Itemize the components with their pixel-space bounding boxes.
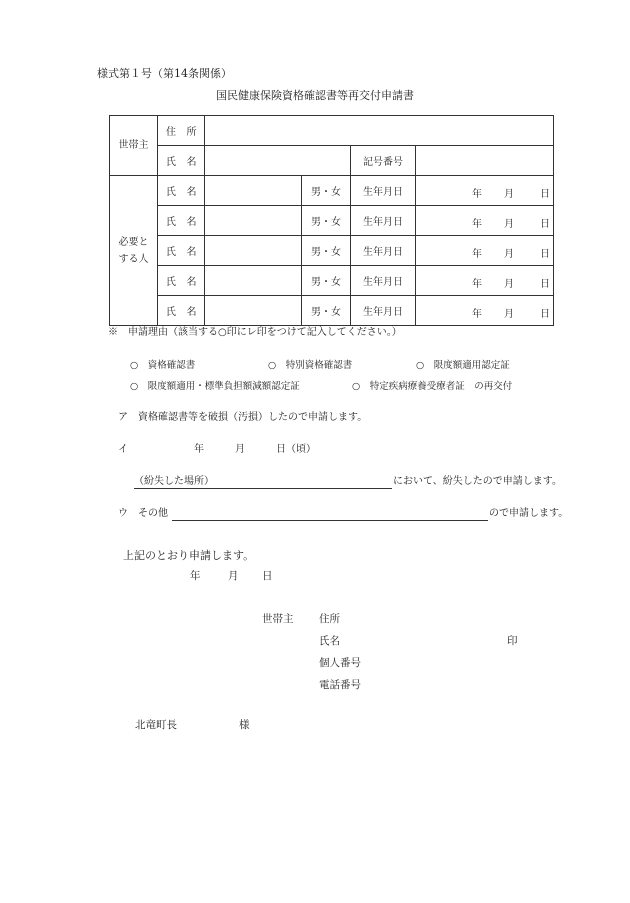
person-name-label: 氏 名 [158, 266, 205, 296]
birthdate-label: 生年月日 [351, 296, 416, 326]
reason-i-day: 日（頃） [276, 444, 316, 455]
date-day: 日 [262, 570, 273, 582]
form-title: 国民健康保険資格確認書等再交付申請書 [216, 89, 414, 102]
sex-choice[interactable]: 男・女 [302, 176, 351, 206]
person-name-field[interactable] [205, 206, 302, 236]
reason-u-line[interactable] [172, 520, 488, 521]
person-name-label: 氏 名 [158, 176, 205, 206]
household-head-label: 世帯主 [110, 116, 158, 176]
person-row [110, 176, 554, 206]
applicant-name-label: 氏名 [319, 635, 340, 647]
option-limit-cert[interactable]: ○ 限度額適用認定証 [416, 360, 510, 371]
option-specified-disease-cert[interactable]: ○ 特定疾病療養受療者証 の再交付 [352, 381, 513, 392]
reason-instruction: ※ 申請理由（該当する○印にレ印をつけて記入してください。） [108, 327, 402, 338]
person-row [110, 206, 554, 236]
date-month: 月 [228, 570, 239, 582]
household-address-row [110, 116, 554, 146]
birthdate-label: 生年月日 [351, 236, 416, 266]
lost-place-line[interactable] [134, 488, 392, 489]
declaration: 上記のとおり申請します。 [123, 549, 255, 562]
reason-u-label[interactable]: ウ その他 [118, 508, 168, 519]
address-field[interactable] [205, 116, 554, 146]
recipient-honorific: 様 [239, 719, 250, 731]
name-label: 氏 名 [158, 146, 205, 176]
birthdate-field[interactable]: 年 月 日 [416, 176, 554, 206]
lost-place-suffix: において、紛失したので申請します。 [393, 476, 562, 487]
reason-options-row-1 [0, 361, 630, 373]
reason-options-row-2 [0, 382, 630, 394]
household-name-field[interactable] [205, 146, 351, 176]
sex-choice[interactable]: 男・女 [302, 266, 351, 296]
birthdate-label: 生年月日 [351, 206, 416, 236]
person-row [110, 236, 554, 266]
household-name-row [110, 146, 554, 176]
sex-choice[interactable]: 男・女 [302, 236, 351, 266]
applicant-table [109, 115, 554, 326]
required-person-label: 必要と する人 [110, 176, 158, 326]
person-name-field[interactable] [205, 266, 302, 296]
applicant-head-label: 世帯主 [262, 613, 294, 625]
reason-a[interactable]: ア 資格確認書等を破損（汚損）したので申請します。 [118, 412, 368, 423]
lost-place-label: （紛失した場所） [134, 476, 214, 487]
birthdate-label: 生年月日 [351, 176, 416, 206]
personal-number-label: 個人番号 [319, 657, 361, 669]
person-row [110, 296, 554, 326]
option-eligibility-cert[interactable]: ○ 資格確認書 [130, 360, 196, 371]
reason-i-label[interactable]: イ [118, 444, 128, 455]
sex-choice[interactable]: 男・女 [302, 296, 351, 326]
birthdate-field[interactable]: 年 月 日 [416, 236, 554, 266]
form-number: 様式第１号（第14条関係） [97, 67, 232, 80]
phone-number-label: 電話番号 [319, 679, 361, 691]
reason-i-year: 年 [194, 444, 204, 455]
sex-choice[interactable]: 男・女 [302, 206, 351, 236]
person-row [110, 266, 554, 296]
option-special-eligibility-cert[interactable]: ○ 特別資格確認書 [268, 360, 353, 371]
birthdate-label: 生年月日 [351, 266, 416, 296]
recipient-office: 北竜町長 [135, 719, 177, 731]
person-name-field[interactable] [205, 236, 302, 266]
option-reduction-cert[interactable]: ○ 限度額適用・標準負担額減額認定証 [130, 381, 300, 392]
person-name-label: 氏 名 [158, 236, 205, 266]
person-name-label: 氏 名 [158, 206, 205, 236]
applicant-address-label: 住所 [319, 613, 340, 625]
person-name-field[interactable] [205, 296, 302, 326]
date-year: 年 [190, 570, 201, 582]
symbol-number-field[interactable] [416, 146, 554, 176]
birthdate-field[interactable]: 年 月 日 [416, 296, 554, 326]
person-name-label: 氏 名 [158, 296, 205, 326]
seal-label: 印 [507, 635, 518, 647]
birthdate-field[interactable]: 年 月 日 [416, 266, 554, 296]
birthdate-field[interactable]: 年 月 日 [416, 206, 554, 236]
reason-u-suffix: ので申請します。 [489, 508, 569, 519]
reason-i-month: 月 [235, 444, 245, 455]
person-name-field[interactable] [205, 176, 302, 206]
address-label: 住 所 [158, 116, 205, 146]
symbol-number-label: 記号番号 [351, 146, 416, 176]
